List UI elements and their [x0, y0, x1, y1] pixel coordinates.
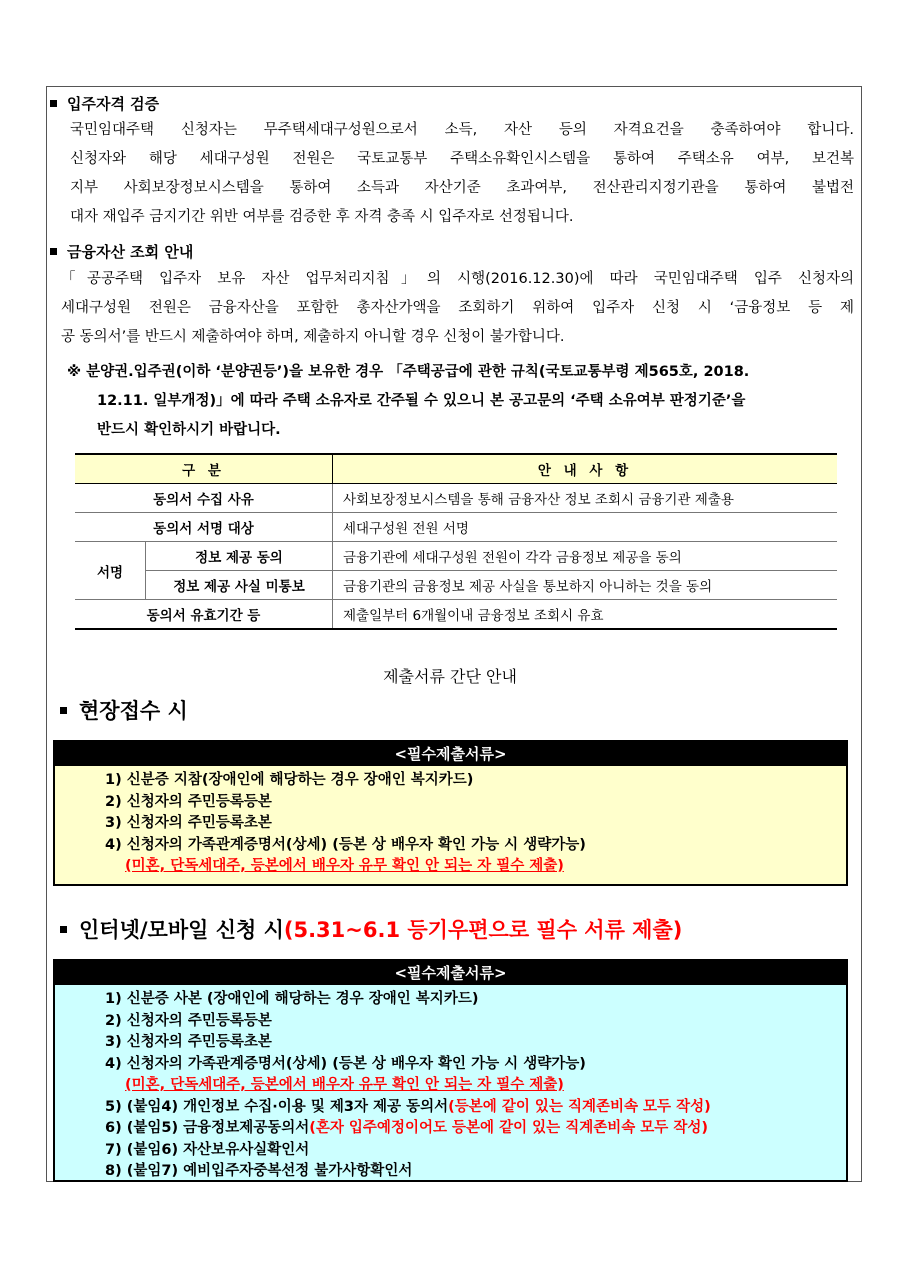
header-category: 구 분: [75, 454, 333, 484]
table-row: [75, 571, 837, 600]
list-item: 4) 신청자의 가족관계증명서(상세) (등본 상 배우자 확인 가능 시 생략가능): [105, 1055, 586, 1072]
list-item-note: [105, 1075, 846, 1097]
online-title-text: 인터넷/모바일 신청 시: [79, 918, 284, 942]
row-value: 금융기관에 세대구성원 전원이 각각 금융정보 제공을 동의: [333, 542, 838, 571]
bullet-square-icon: [60, 707, 67, 714]
list-item: 1) 신분증 지참(장애인에 해당하는 경우 장애인 복지카드): [105, 772, 474, 788]
section-financial-title: [50, 241, 193, 262]
paragraph-line: 국민임대주택 신청자는 무주택세대구성원으로서 소득, 자산 등의 자격요건을 충족하여야 합니다.: [70, 122, 854, 138]
item-red-text: (혼자 입주예정이어도 등본에 같이 있는 직계존비속 모두 작성): [309, 1120, 708, 1136]
list-item: 4) 신청자의 가족관계증명서(상세) (등본 상 배우자 확인 가능 시 생략가능): [105, 836, 586, 853]
paragraph-line: 신청자와 해당 세대구성원 전원은 국토교통부 주택소유확인시스템을 통하여 주택소유 여부, 보건복: [70, 151, 854, 167]
onsite-documents-list: [55, 766, 846, 878]
table-row: [75, 484, 837, 513]
bullet-square-icon: [50, 100, 57, 107]
list-item: 1) 신분증 사본 (장애인에 해당하는 경우 장애인 복지카드): [105, 991, 479, 1007]
header-guidance: 안 내 사 항: [333, 454, 838, 484]
onsite-documents-box: [53, 740, 848, 886]
onsite-title-text: 현장접수 시: [79, 699, 188, 723]
verification-paragraph: [70, 116, 854, 232]
list-item: [105, 1118, 846, 1140]
table-row: [75, 513, 837, 542]
row-label: 동의서 수집 사유: [75, 484, 333, 513]
bullet-square-icon: [50, 248, 57, 255]
online-documents-list: [55, 985, 846, 1183]
list-item: 2) 신청자의 주민등록등본: [105, 1012, 272, 1029]
box-header: <필수제출서류>: [55, 742, 846, 766]
paragraph-line: 세대구성원 전원은 금융자산을 포함한 총자산가액을 조회하기 위하여 입주자 신청 시 ‘금융정보 등 제: [61, 300, 854, 316]
onsite-title: [60, 695, 188, 725]
section-title-text: 금융자산 조회 안내: [67, 243, 194, 261]
row-group-label: 서명: [75, 542, 146, 600]
row-value: 세대구성원 전원 서명: [333, 513, 838, 542]
list-item: 3) 신청자의 주민등록초본: [105, 1034, 272, 1050]
box-header: <필수제출서류>: [55, 961, 846, 985]
list-item: 7) (붙임6) 자산보유사실확인서: [105, 1141, 310, 1158]
table-header-row: [75, 454, 837, 484]
row-value: 제출일부터 6개월이내 금융정보 조회시 유효: [333, 600, 838, 630]
financial-paragraph: [61, 265, 854, 352]
online-title-red-text: (5.31~6.1 등기우편으로 필수 서류 제출): [283, 918, 683, 942]
note-text: (미혼, 단독세대주, 등본에서 배우자 유무 확인 안 되는 자 필수 제출): [125, 1077, 564, 1093]
paragraph-line: 공 동의서’를 반드시 제출하여야 하며, 제출하지 아니할 경우 신청이 불가합니다.: [61, 329, 565, 345]
item-text: 6) (붙임5) 금융정보제공동의서: [105, 1120, 310, 1136]
row-value: 사회보장정보시스템을 통해 금융자산 정보 조회시 금융기관 제출용: [333, 484, 838, 513]
consent-info-table: [75, 453, 837, 630]
note-line: 12.11. 일부개정)」에 따라 주택 소유자로 간주될 수 있으니 본 공고문의 ‘주택 소유여부 판정기준’을: [97, 393, 746, 409]
section-title-text: 입주자격 검증: [67, 95, 160, 113]
row-label: 정보 제공 사실 미통보: [146, 571, 333, 600]
ownership-note: [67, 358, 857, 445]
table-row: [75, 600, 837, 630]
table-row: [75, 542, 837, 571]
bullet-square-icon: [60, 926, 67, 933]
list-item: [105, 1097, 846, 1119]
note-line: ※ 분양권.입주권(이하 ‘분양권등’)을 보유한 경우 「주택공급에 관한 규칙(국토교통부령 제565호, 2018.: [67, 364, 750, 380]
paragraph-line: 대자 재입주 금지기간 위반 여부를 검증한 후 자격 충족 시 입주자로 선정됩니다.: [70, 209, 574, 225]
documents-caption: 제출서류 간단 안내: [383, 667, 517, 686]
row-label: 동의서 유효기간 등: [75, 600, 333, 630]
online-title: [60, 914, 682, 944]
list-item-note: [105, 856, 846, 878]
row-label: 동의서 서명 대상: [75, 513, 333, 542]
paragraph-line: 지부 사회보장정보시스템을 통하여 소득과 자산기준 초과여부, 전산관리지정기관을 통하여 불법전: [70, 180, 854, 196]
item-text: 5) (붙임4) 개인정보 수집·이용 및 제3자 제공 동의서: [105, 1098, 449, 1115]
online-documents-box: [53, 959, 848, 1182]
note-line: 반드시 확인하시기 바랍니다.: [97, 422, 281, 438]
list-item: 3) 신청자의 주민등록초본: [105, 815, 272, 831]
note-text: (미혼, 단독세대주, 등본에서 배우자 유무 확인 안 되는 자 필수 제출): [125, 858, 564, 874]
item-red-text: (등본에 같이 있는 직계존비속 모두 작성): [448, 1098, 711, 1115]
row-value: 금융기관의 금융정보 제공 사실을 통보하지 아니하는 것을 동의: [333, 571, 838, 600]
list-item: 8) (붙임7) 예비입주자중복선정 불가사항확인서: [105, 1163, 413, 1179]
row-label: 정보 제공 동의: [146, 542, 333, 571]
paragraph-line: 「공공주택 입주자 보유 자산 업무처리지침」의 시행(2016.12.30)에 따라 국민임대주택 입주 신청자의: [61, 271, 854, 287]
list-item: 2) 신청자의 주민등록등본: [105, 793, 272, 810]
section-verification-title: [50, 93, 159, 114]
